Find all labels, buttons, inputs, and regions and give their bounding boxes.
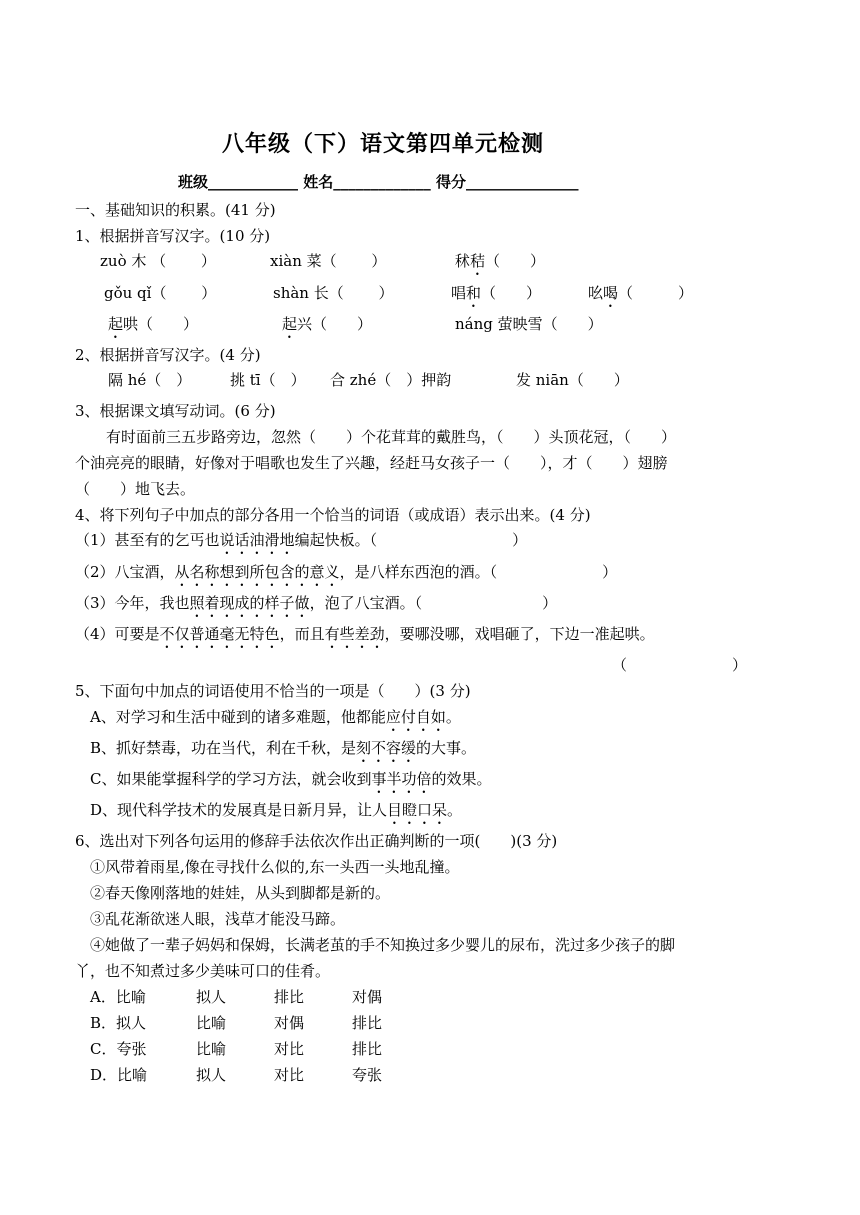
q2-item-3: 合 zhé（ ）押韵 [330,371,452,389]
part1-heading: 一、基础知识的积累。(41 分) [75,201,276,219]
q6-sentence-4: ④她做了一辈子妈妈和保姆，长满老茧的手不知换过多少婴儿的尿布，洗过多少孩子的脚 [90,936,676,954]
q2-item-2: 挑 tī（ ） [230,371,306,389]
q1-row2-item1: gǒu qǐ（ ） [104,284,217,302]
page-title: 八年级（下）语文第四单元检测 [222,131,545,157]
q1-row2-item4: 吆喝（ ） [588,284,694,302]
q1-row2-item3: 唱和（ ） [451,284,542,302]
q3-line-1: 有时面前三五步路旁边，忽然（ ）个花茸茸的戴胜鸟，（ ）头顶花冠，（ ） [106,428,677,446]
q5-option-c: C、如果能掌握科学的学习方法，就会收到事半功倍的效果。 [90,770,492,788]
q1-row3-item3: náng 萤映雪（ ） [455,315,603,333]
q2-item-4: 发 niān（ ） [516,371,629,389]
q3-line-2: 个油亮亮的眼睛，好像对于唱歌也发生了兴趣，经赶马女孩子一（ ），才（ ）翅膀 [75,454,668,472]
q1-row3-item1: 起哄（ ） [108,315,199,333]
q4-sentence-4: （4）可要是不仅普通毫无特色，而且有些差劲，要哪没哪，戏唱砸了，下边一准起哄。 [75,625,655,643]
q6-sentence-2: ②春天像刚落地的娃娃，从头到脚都是新的。 [90,884,391,902]
q4-heading: 4、将下列句子中加点的部分各用一个恰当的词语（或成语）表示出来。(4 分) [75,506,591,524]
q4-sentence-1: （1）甚至有的乞丐也说话油滑地编起快板。（ ） [75,531,528,549]
q6-choice-c: C．夸张 比喻 对比 排比 [90,1040,383,1058]
q5-heading: 5、下面句中加点的词语使用不恰当的一项是（ ）(3 分) [75,682,471,700]
q6-choice-a: A．比喻 拟人 排比 对偶 [90,988,383,1006]
q1-heading: 1、根据拼音写汉字。(10 分) [75,227,271,245]
q4-sentence-2: （2）八宝酒，从名称想到所包含的意义，是八样东西泡的酒。（ ） [75,563,618,581]
q3-line-3: （ ）地飞去。 [75,480,196,498]
q1-row3-item2: 起兴（ ） [282,315,373,333]
q6-heading: 6、选出对下列各句运用的修辞手法依次作出正确判断的一项( )(3 分) [75,832,558,850]
q5-option-a: A、对学习和生活中碰到的诸多难题，他都能应付自如。 [90,708,461,726]
q5-option-d: D、现代科学技术的发展真是日新月异，让人目瞪口呆。 [90,801,463,819]
q6-sentence-3: ③乱花渐欲迷人眼，浅草才能没马蹄。 [90,910,346,928]
q6-choice-d: D．比喻 拟人 对比 夸张 [90,1066,383,1084]
q1-row2-item2: shàn 长（ ） [273,284,394,302]
q2-heading: 2、根据拼音写汉字。(4 分) [75,346,261,364]
student-info-line: 班级____________ 姓名_____________ 得分_______________ [178,173,579,191]
q4-sentence-3: （3）今年，我也照着现成的样子做，泡了八宝酒。（ ） [75,594,558,612]
q4-sentence-4-answer: （ ） [612,656,748,674]
q1-row1-item2: xiàn 菜（ ） [270,252,387,270]
q5-option-b: B、抓好禁毒，功在当代，利在千秋，是刻不容缓的大事。 [90,739,477,757]
q6-choice-b: B．拟人 比喻 对偶 排比 [90,1014,383,1032]
q1-row1-item1: zuò 木 （ ） [100,252,216,270]
q3-heading: 3、根据课文填写动词。(6 分) [75,402,276,420]
q6-sentence-1: ①风带着雨星,像在寻找什么似的,东一头西一头地乱撞。 [90,858,460,876]
q1-row1-item3: 秫秸（ ） [455,252,546,270]
q6-sentence-4-cont: 丫，也不知煮过多少美味可口的佳肴。 [75,962,331,980]
q2-item-1: 隔 hé（ ） [108,371,192,389]
